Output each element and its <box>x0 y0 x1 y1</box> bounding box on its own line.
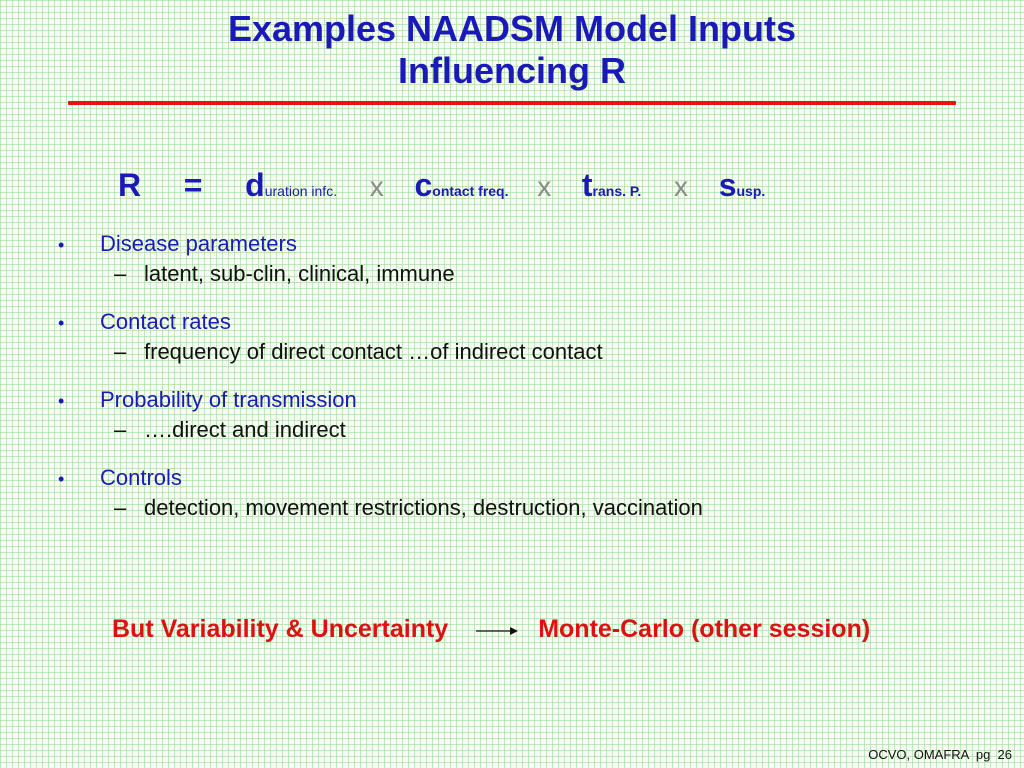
formula-term-t: t <box>581 167 593 203</box>
r-formula <box>118 167 765 207</box>
slide-title-line2: Influencing R <box>398 50 626 91</box>
bullet-list <box>58 231 958 543</box>
bullet-label: Contact rates <box>100 309 231 334</box>
formula-term-d-sub: uration infc. <box>264 183 338 199</box>
list-item <box>58 387 958 447</box>
bullet-label: Probability of transmission <box>100 387 357 412</box>
formula-term-t-sub: rans. P. <box>592 183 642 199</box>
bullet-sub: detection, movement restrictions, destruction, vaccination <box>144 495 703 520</box>
bullet-icon: • <box>58 391 65 411</box>
list-item <box>58 231 958 291</box>
formula-term-c-sub: ontact freq. <box>432 183 509 199</box>
bullet-label: Controls <box>100 465 182 490</box>
formula-times-2: x <box>537 171 552 202</box>
bullet-icon: • <box>58 469 65 489</box>
formula-lhs: R <box>118 167 142 203</box>
bullet-sub: ….direct and indirect <box>144 417 346 442</box>
bullet-label: Disease parameters <box>100 231 297 256</box>
formula-term-s: s <box>718 167 737 203</box>
conclusion-left: But Variability & Uncertainty <box>112 614 449 643</box>
right-arrow-icon <box>474 619 520 639</box>
conclusion-right: Monte-Carlo (other session) <box>538 614 871 643</box>
dash-icon: – <box>114 417 127 442</box>
slide-title-line1: Examples NAADSM Model Inputs <box>227 8 797 49</box>
formula-times-1: x <box>369 171 384 202</box>
formula-equals: = <box>183 167 203 203</box>
formula-term-c: c <box>414 167 433 203</box>
list-item <box>58 309 958 369</box>
conclusion-line <box>112 612 870 646</box>
title-underline <box>68 101 956 105</box>
bullet-icon: • <box>58 235 65 255</box>
slide-title <box>0 8 1024 92</box>
formula-term-s-sub: usp. <box>736 183 766 199</box>
bullet-icon: • <box>58 313 65 333</box>
list-item <box>58 465 958 525</box>
slide-footer: OCVO, OMAFRA pg 26 <box>868 747 1012 762</box>
dash-icon: – <box>114 261 127 286</box>
dash-icon: – <box>114 495 127 520</box>
bullet-sub: frequency of direct contact …of indirect contact <box>144 339 603 364</box>
formula-term-d: d <box>245 167 265 203</box>
dash-icon: – <box>114 339 127 364</box>
bullet-sub: latent, sub-clin, clinical, immune <box>144 261 455 286</box>
formula-times-3: x <box>674 171 688 202</box>
